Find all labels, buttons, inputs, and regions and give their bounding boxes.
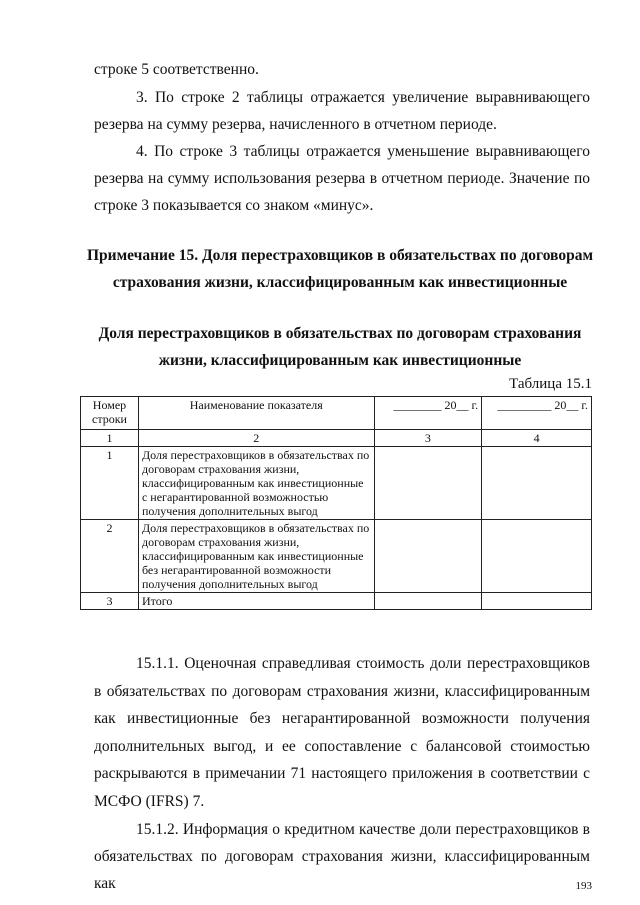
row-value-period-2 (482, 447, 592, 520)
table-header-row (81, 397, 592, 430)
row-value-period-2 (482, 520, 592, 593)
header-period-1: ________ 20__ г. (374, 397, 482, 430)
row-value-period-1 (374, 593, 482, 610)
row-value-period-1 (374, 447, 482, 520)
paragraph-15-1-2: 15.1.2. Информация о кредитном качестве доли перестраховщиков в обязательствах по договорам страхования жизни, классифицированным как (94, 821, 590, 892)
row-number: 3 (81, 593, 139, 610)
table-title-line-2: жизни, классифицированным как инвестиционные (158, 352, 522, 369)
column-number: 1 (81, 430, 139, 447)
row-value-period-2 (482, 593, 592, 610)
note-heading-line-2: страхования жизни, классифицированным как инвестиционные (112, 274, 568, 291)
table-row-total (81, 593, 592, 610)
table-row (81, 520, 592, 593)
header-row-number: Номер строки (81, 397, 139, 430)
note-heading-line-1: Примечание 15. Доля перестраховщиков в обязательствах по договорам (86, 247, 594, 264)
row-name: Итого (138, 593, 374, 610)
table-label: Таблица 15.1 (509, 376, 592, 392)
column-number: 2 (138, 430, 374, 447)
paragraph-item-3: 3. По строке 2 таблицы отражается увеличение выравнивающего резерва на сумму резерва, начисленного в отчетном периоде. (94, 89, 590, 133)
page-number: 193 (575, 880, 592, 892)
column-number: 3 (374, 430, 482, 447)
paragraph-item-4: 4. По строке 3 таблицы отражается уменьшение выравнивающего резерва на сумму использования резерва в отчетном периоде. Значение по строке 3 показывается со знаком «минус». (94, 143, 590, 214)
header-indicator-name: Наименование показателя (138, 397, 374, 430)
row-value-period-1 (374, 520, 482, 593)
row-name: Доля перестраховщиков в обязательствах по договорам страхования жизни, классифицированным как инвестиционные с негарантированной возможностью получения дополнительных выгод (138, 447, 374, 520)
row-number: 2 (81, 520, 139, 593)
paragraph-continuation: строке 5 соответственно. (94, 61, 259, 78)
column-number: 4 (482, 430, 592, 447)
header-period-2: _________ 20__ г. (482, 397, 592, 430)
data-table (80, 396, 592, 610)
row-number: 1 (81, 447, 139, 520)
paragraph-15-1-1: 15.1.1. Оценочная справедливая стоимость доли перестраховщиков в обязательствах по договорам страхования жизни, классифицированным как инвестиционные без негарантированной возможности получения дополнительных выгод, и ее сопоставление с балансовой стоимостью раскрываются в примечании 71 настоящего приложения в соответствии с МСФО (IFRS) 7. (94, 655, 590, 810)
table-column-numbers-row (81, 430, 592, 447)
table-title-line-1: Доля перестраховщиков в обязательствах по договорам страхования (98, 325, 582, 342)
table-row (81, 447, 592, 520)
row-name: Доля перестраховщиков в обязательствах по договорам страхования жизни, классифицированным как инвестиционные без негарантированной возможности получения дополнительных выгод (138, 520, 374, 593)
